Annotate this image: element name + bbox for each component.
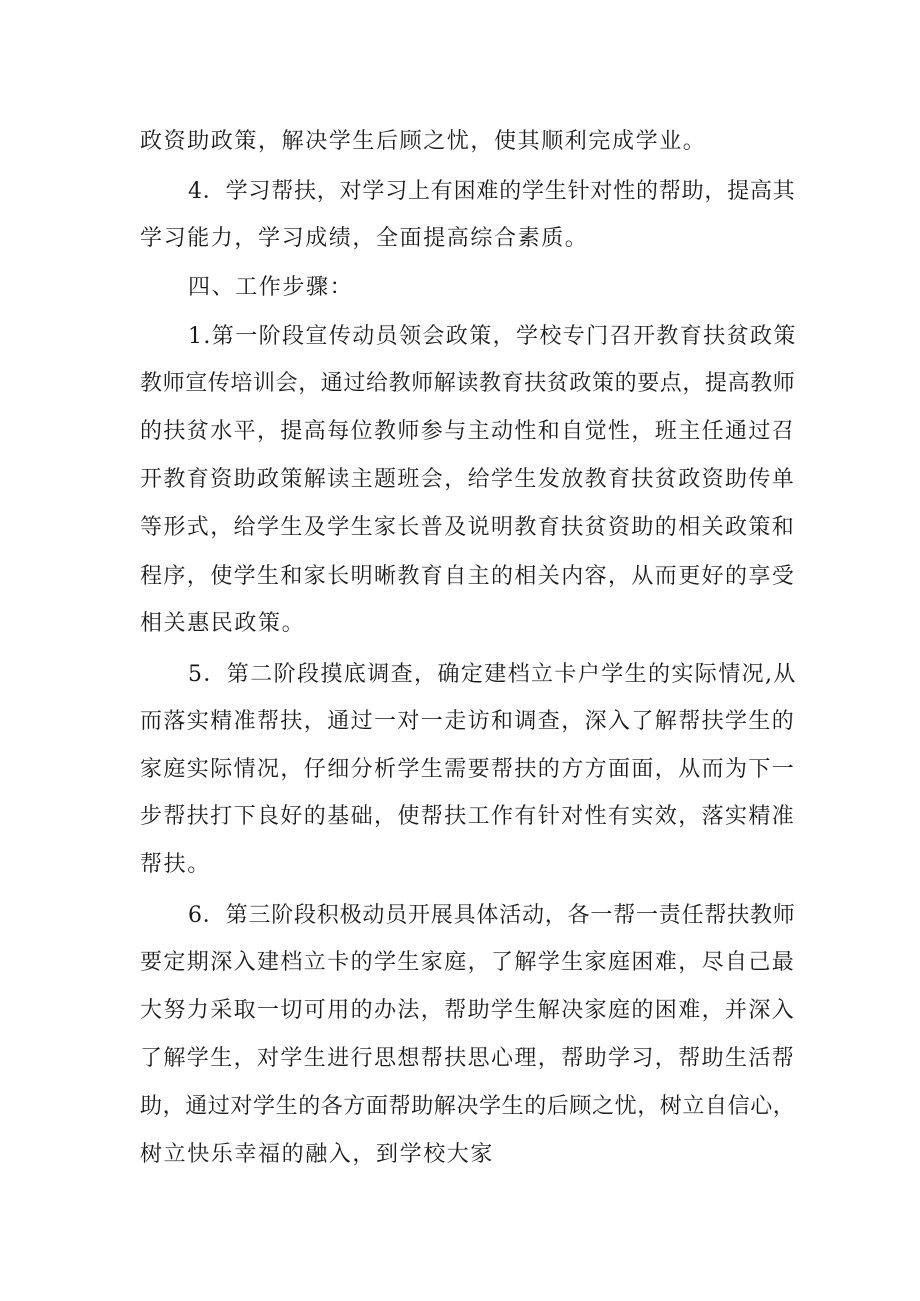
paragraph-line: 4．学习帮扶，对学习上有困难的学生针对性的帮助，提高其 (188, 179, 796, 204)
paragraph-line: 树立快乐幸福的融入，到学校大家 (140, 1142, 495, 1167)
paragraph-line: 的扶贫水平，提高每位教师参与主动性和自觉性，班主任通过召 (140, 419, 796, 444)
paragraph-line: 助，通过对学生的各方面帮助解决学生的后顾之忧，树立自信心， (140, 1094, 796, 1119)
paragraph-line: 要定期深入建档立卡的学生家庭，了解学生家庭困难，尽自己最 (140, 950, 796, 975)
paragraph-line: 家庭实际情况，仔细分析学生需要帮扶的方方面面，从而为下一 (140, 757, 796, 782)
paragraph-line: 了解学生，对学生进行思想帮扶思心理，帮助学习，帮助生活帮 (140, 1046, 796, 1071)
paragraph-line: 政资助政策，解决学生后顾之忧，使其顺利完成学业。 (140, 129, 707, 154)
section-heading: 四、工作步骤： (188, 275, 354, 300)
paragraph-line: 教师宣传培训会，通过给教师解读教育扶贫政策的要点，提高教师 (140, 371, 796, 396)
paragraph-line: 而落实精准帮扶，通过一对一走访和调查，深入了解帮扶学生的 (140, 709, 796, 734)
paragraph-line: 5．第二阶段摸底调查，确定建档立卡户学生的实际情况,从 (188, 662, 797, 687)
paragraph-line: 相关惠民政策。 (140, 611, 306, 636)
paragraph-line: 帮扶。 (140, 852, 211, 877)
paragraph-line: 开教育资助政策解读主题班会，给学生发放教育扶贫政资助传单 (140, 467, 796, 492)
paragraph-line: 6．第三阶段积极动员开展具体活动，各一帮一责任帮扶教师 (188, 903, 796, 928)
paragraph-line: 1.第一阶段宣传动员领会政策，学校专门召开教育扶贫政策 (188, 324, 797, 349)
paragraph-line: 程序，使学生和家长明晰教育自主的相关内容，从而更好的享受 (140, 564, 796, 589)
paragraph-line: 步帮扶打下良好的基础，使帮扶工作有针对性有实效，落实精准 (140, 804, 796, 829)
paragraph-line: 学习能力，学习成绩，全面提高综合素质。 (140, 226, 589, 251)
paragraph-line: 大努力采取一切可用的办法，帮助学生解决家庭的困难，并深入 (140, 998, 796, 1023)
paragraph-line: 等形式，给学生及学生家长普及说明教育扶贫资助的相关政策和 (140, 515, 796, 540)
